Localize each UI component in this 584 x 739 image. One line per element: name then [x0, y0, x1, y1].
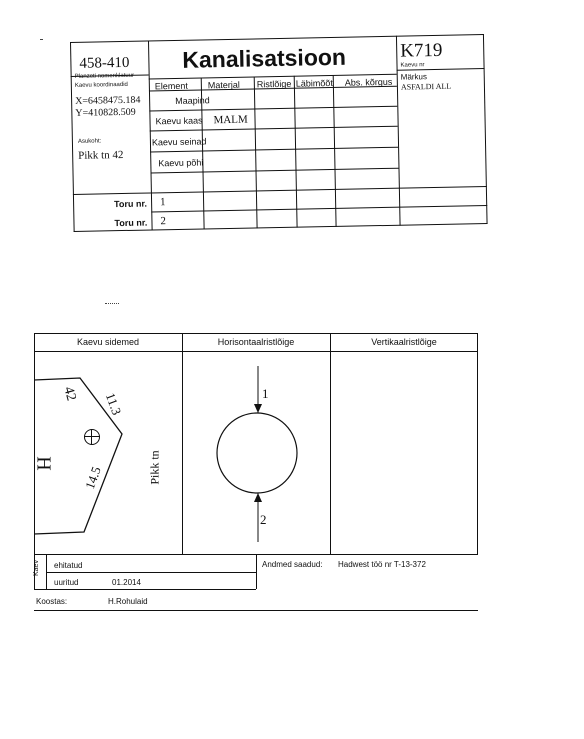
nomenclature: 458-410 [79, 54, 130, 72]
built-label: ehitatud [54, 561, 83, 570]
nomenclature-label: Planzeti nomenklatuur [74, 72, 135, 80]
notes-value: ASFALDI ALL [400, 81, 452, 92]
pipe-in-label: 1 [262, 386, 269, 401]
card-title: Kanalisatsioon [182, 43, 347, 73]
pipe-number-2: 2 [160, 215, 167, 228]
compiled-value: H.Rohulaid [108, 597, 148, 606]
x-coordinate: X=6458475.184 [75, 94, 141, 107]
header-material: Materjal [207, 79, 240, 91]
sketch-measure-11-3: 11.3 [102, 390, 125, 417]
header-element: Element [154, 80, 188, 92]
well-record-card [70, 34, 488, 232]
pipe-label-2: Toru nr. [114, 217, 148, 229]
compiled-label: Koostas: [36, 597, 68, 606]
header-diameter: Läbimõõt [295, 77, 333, 89]
updated-label: uuritud [54, 578, 79, 587]
pipe-label-1: Toru nr. [114, 198, 148, 210]
sketch-street-label: Pikk tn [147, 450, 162, 485]
element-walls: Kaevu seinad [151, 136, 207, 148]
data-source-label: Andmed saadud: [262, 560, 323, 569]
sketch-measure-14-5: 14.5 [81, 464, 104, 492]
horizontal-section-drawing [182, 352, 330, 554]
location-label: Asukoht: [77, 138, 102, 145]
pipe-number-1: 1 [159, 196, 166, 209]
scan-mark [40, 39, 43, 40]
location-value: Pikk tn 42 [78, 148, 124, 162]
well-side-label: Kaev [33, 560, 40, 576]
header-abs-height: Abs. kõrgus [344, 76, 393, 88]
well-center-icon [84, 429, 100, 445]
well-number: K719 [400, 39, 443, 62]
cover-material: MALM [213, 113, 248, 127]
element-ground: Maapind [175, 95, 210, 106]
header-cross-section: Ristlõige [256, 78, 292, 90]
updated-date: 01.2014 [112, 578, 141, 587]
header-vertical-section: Vertikaalristlõige [371, 337, 437, 347]
notes-label: Märkus [400, 72, 428, 82]
element-cover: Kaevu kaas [155, 115, 203, 127]
element-bottom: Kaevu põhi [158, 157, 204, 169]
sketch-measure-42: 42 [60, 385, 79, 403]
sketch-house-label: H [32, 456, 55, 471]
header-well-links: Kaevu sidemed [76, 337, 140, 347]
scan-mark [105, 303, 119, 305]
pipe-out-label: 2 [260, 512, 267, 527]
header-horizontal-section: Horisontaalristlõige [217, 337, 295, 347]
well-number-label: Kaevu nr [400, 62, 425, 69]
data-source-value: Hadwest töö nr T-13-372 [338, 560, 426, 569]
coords-label: Kaevu koordinaadid [74, 81, 128, 89]
y-coordinate: Y=410828.509 [75, 106, 136, 119]
